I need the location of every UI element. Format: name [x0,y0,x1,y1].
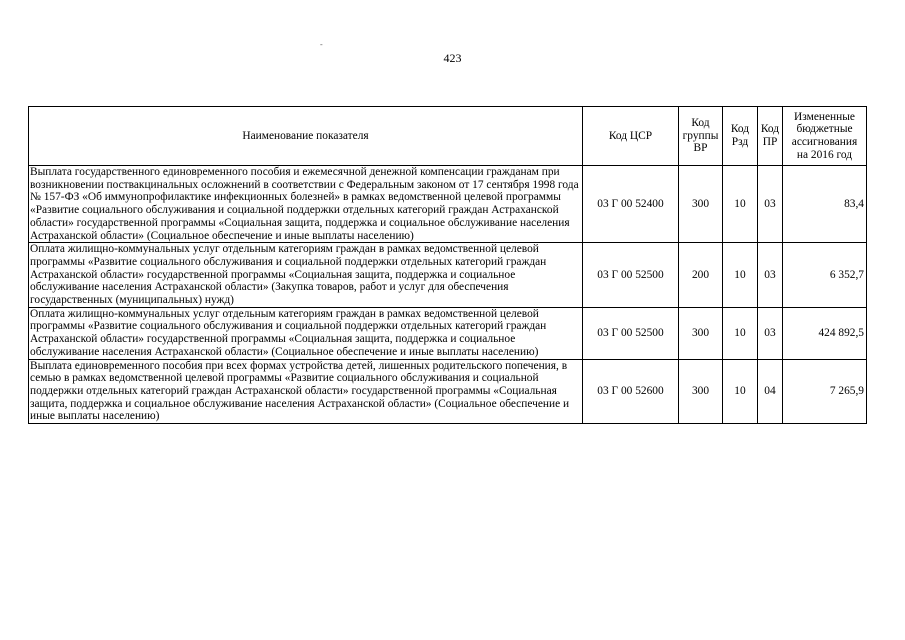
col-header-vr: Код группы ВР [679,107,723,166]
col-header-amount: Измененные бюджетные ассигнования на 2016 год [783,107,867,166]
col-header-pr: Код ПР [758,107,783,166]
table-row [29,243,867,308]
row-csr: 03 Г 00 52500 [583,307,679,359]
row-amount: 6 352,7 [783,243,867,308]
row-vr: 300 [679,166,723,243]
row-rzd: 10 [723,243,758,308]
row-amount: 83,4 [783,166,867,243]
col-header-rzd: Код Рзд [723,107,758,166]
row-csr: 03 Г 00 52500 [583,243,679,308]
row-amount: 424 892,5 [783,307,867,359]
row-name: Выплата единовременного пособия при всех формах устройства детей, лишенных родительского попечения, в семью в рамках ведомственной целевой программы «Развитие социального обслуживания и социальной поддержки отдельных категорий граждан Астраханской области» государственной программы «Социальная защита, поддержка и социальное обслуживание населения Астраханской области» (Социальное обеспечение и иные выплаты населению) [29,359,583,424]
table-row [29,166,867,243]
row-vr: 200 [679,243,723,308]
row-vr: 300 [679,307,723,359]
page-number: 423 [443,51,462,65]
row-rzd: 10 [723,359,758,424]
row-csr: 03 Г 00 52600 [583,359,679,424]
row-name: Выплата государственного единовременного пособия и ежемесячной денежной компенсации гражданам при возникновении поствакцинальных осложнений в соответствии с Федеральным законом от 17 сентября 1998 года № 157-ФЗ «Об иммунопрофилактике инфекционных болезней» в рамках ведомственной целевой программы «Развитие социального обслуживания и социальной поддержки отдельных категорий граждан Астраханской области» государственной программы «Социальная защита, поддержка и социальное обслуживание населения Астраханской области» (Социальное обеспечение и иные выплаты населению) [29,166,583,243]
table-row [29,307,867,359]
col-header-csr: Код ЦСР [583,107,679,166]
row-pr: 03 [758,166,783,243]
row-pr: 03 [758,243,783,308]
table-header-row [29,107,867,166]
row-pr: 03 [758,307,783,359]
row-pr: 04 [758,359,783,424]
table-row [29,359,867,424]
row-vr: 300 [679,359,723,424]
row-name: Оплата жилищно-коммунальных услуг отдельным категориям граждан в рамках ведомственной целевой программы «Развитие социального обслуживания и социальной поддержки отдельных категорий граждан Астраханской области» государственной программы «Социальная защита, поддержка и социальное обслуживание населения Астраханской области» (Закупка товаров, работ и услуг для обеспечения государственных (муниципальных) нужд) [29,243,583,308]
col-header-name: Наименование показателя [29,107,583,166]
row-name: Оплата жилищно-коммунальных услуг отдельным категориям граждан в рамках ведомственной целевой программы «Развитие социального обслуживания и социальной поддержки отдельных категорий граждан Астраханской области» государственной программы «Социальная защита, поддержка и социальное обслуживание населения Астраханской области» (Социальное обеспечение и иные выплаты населению) [29,307,583,359]
row-rzd: 10 [723,307,758,359]
scan-mark: - [320,40,323,49]
budget-table [28,106,867,424]
row-csr: 03 Г 00 52400 [583,166,679,243]
row-amount: 7 265,9 [783,359,867,424]
row-rzd: 10 [723,166,758,243]
